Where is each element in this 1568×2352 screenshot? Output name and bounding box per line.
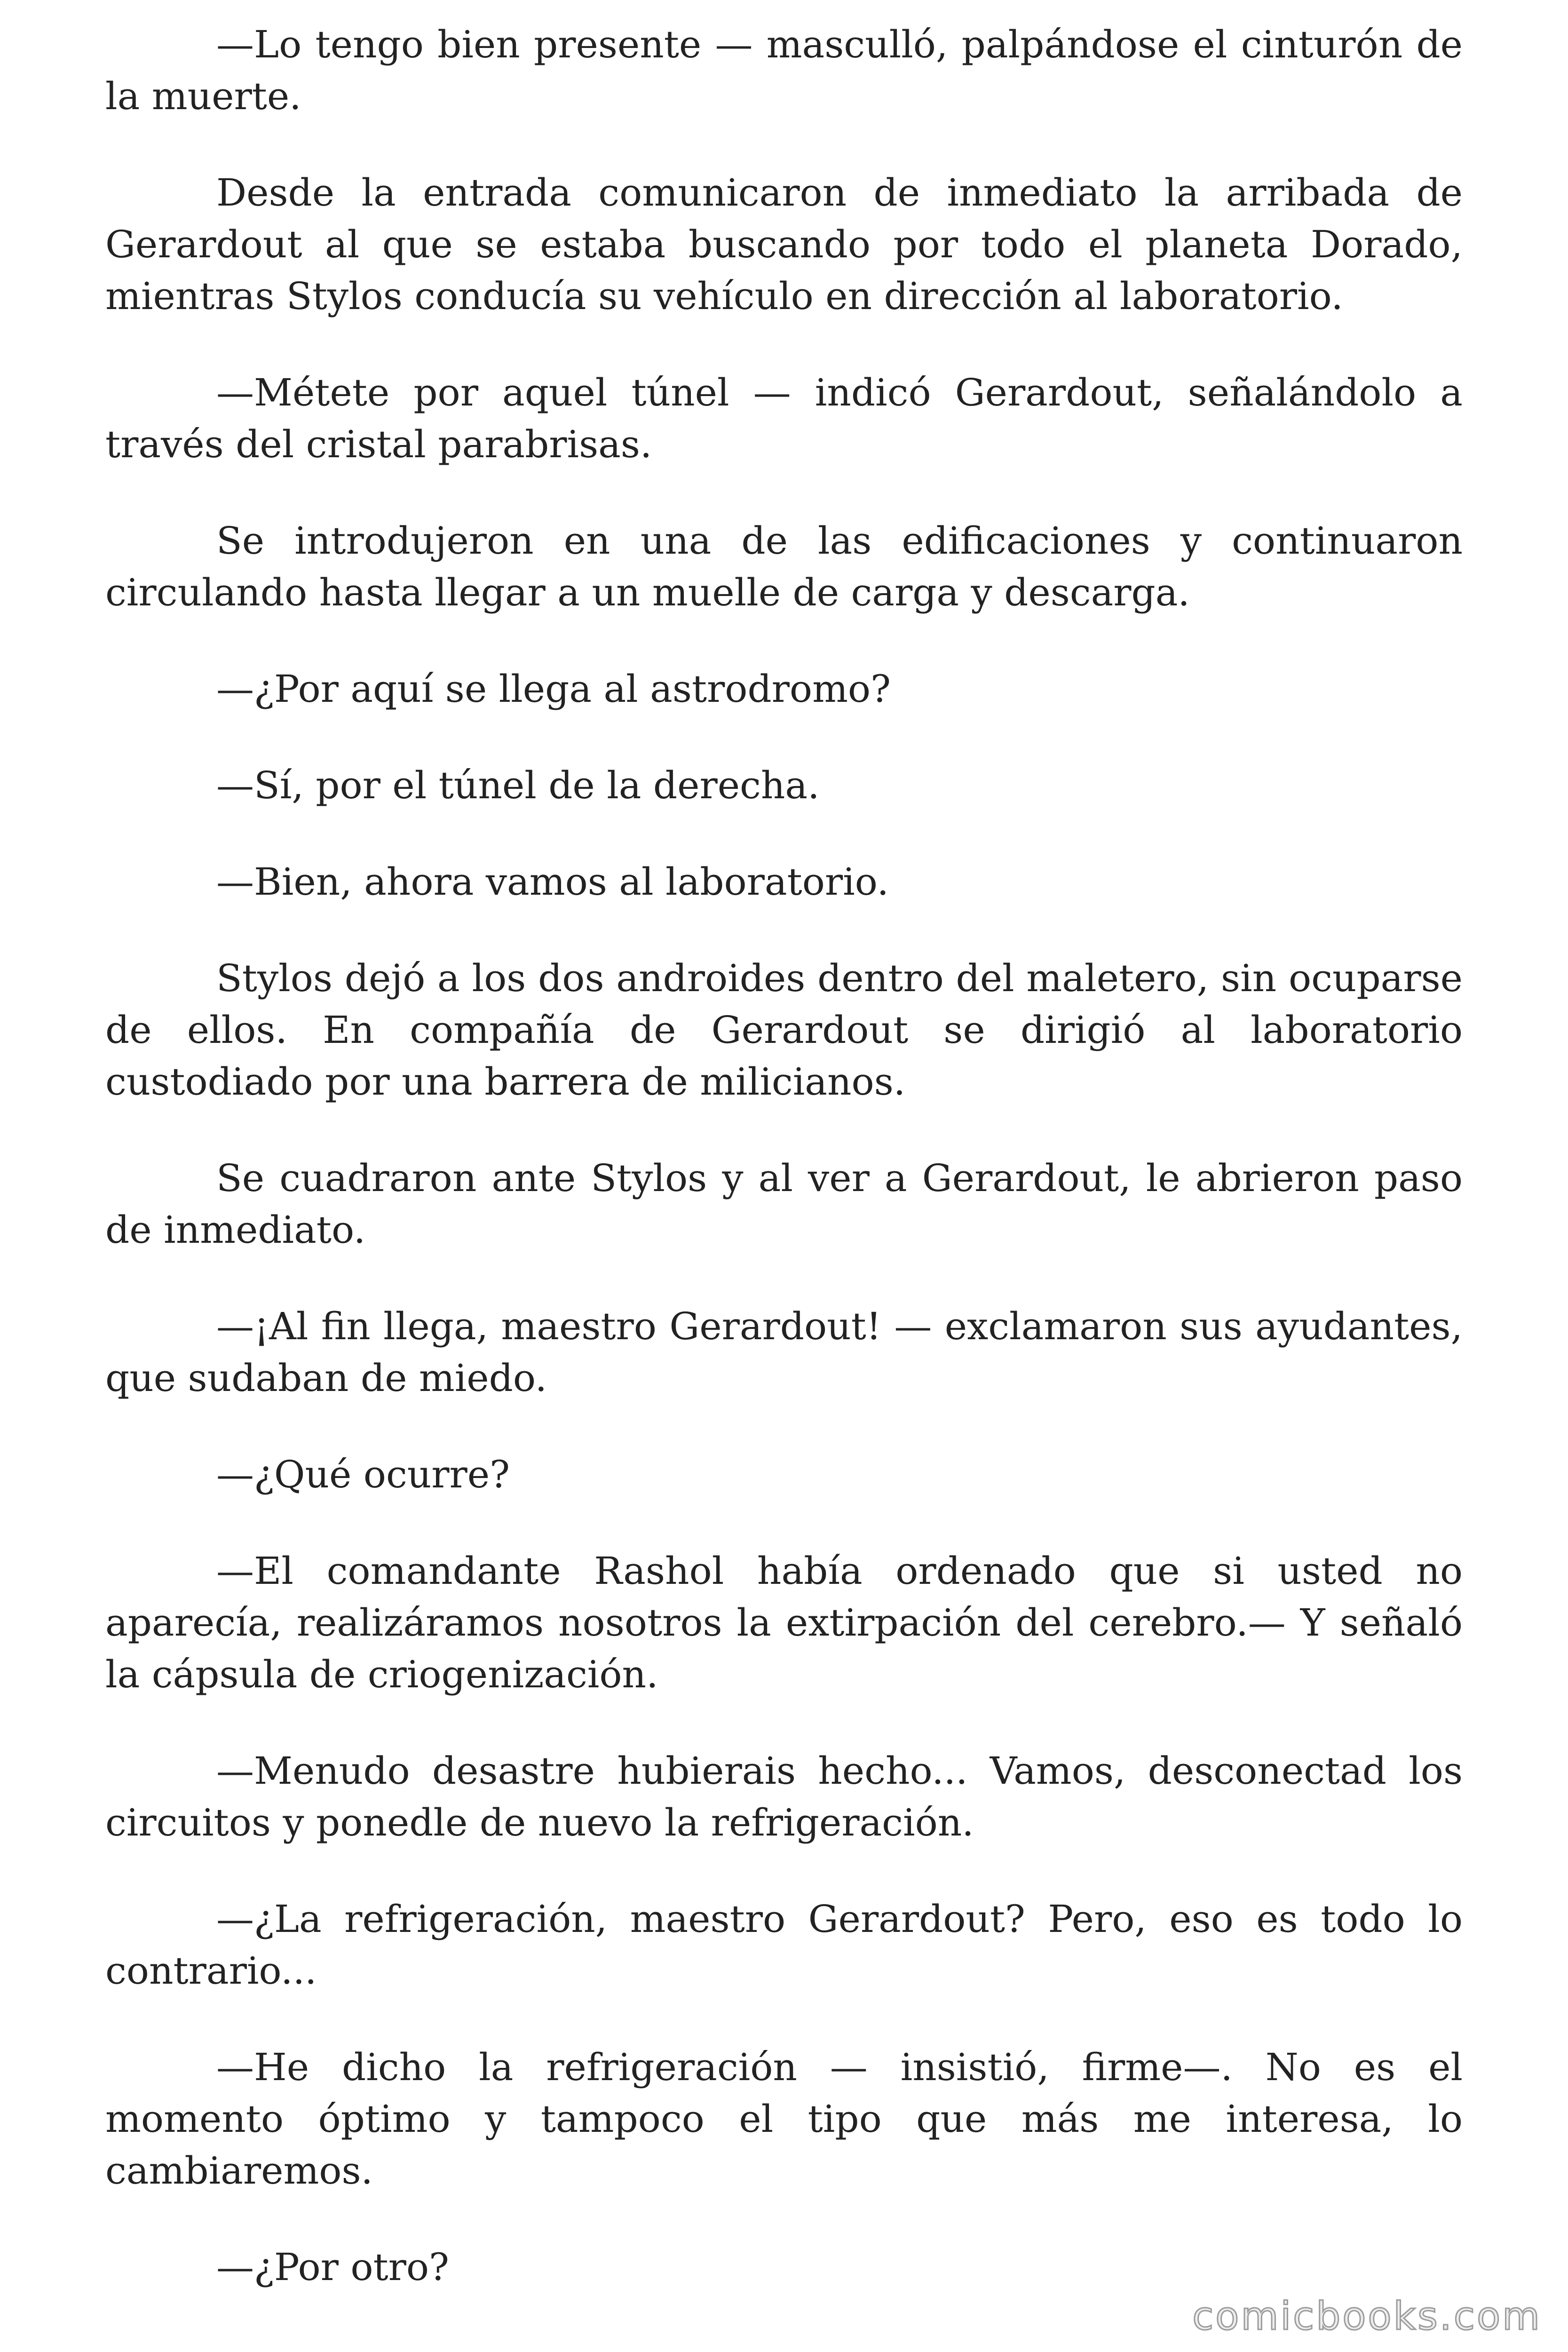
paragraph: —Menudo desastre hubierais hecho... Vamos, desconectad los circuitos y ponedle de nuevo la refrigeración. xyxy=(105,1749,1463,1844)
paragraph: —Bien, ahora vamos al laboratorio. xyxy=(216,860,889,904)
paragraph: —¿Por aquí se llega al astrodromo? xyxy=(216,667,891,711)
paragraph: Desde la entrada comunicaron de inmediato la arribada de Gerardout al que se estaba buscando por todo el planeta Dorado, mientras Stylos conducía su vehículo en dirección al laboratorio. xyxy=(105,171,1463,318)
paragraph: —Lo tengo bien presente — masculló, palpándose el cinturón de la muerte. xyxy=(105,23,1463,118)
paragraph: —Sí, por el túnel de la derecha. xyxy=(216,763,820,807)
paragraph: —¿La refrigeración, maestro Gerardout? Pero, eso es todo lo contrario... xyxy=(105,1897,1463,1993)
paragraph: Se cuadraron ante Stylos y al ver a Gerardout, le abrieron paso de inmediato. xyxy=(105,1156,1463,1252)
paragraph: —El comandante Rashol había ordenado que si usted no aparecía, realizáramos nosotros la extirpación del cerebro.— Y señaló la cápsula de criogenización. xyxy=(105,1549,1463,1696)
body-text xyxy=(105,19,1463,2293)
paragraph: —He dicho la refrigeración — insistió, firme—. No es el momento óptimo y tampoco el tipo que más me interesa, lo cambiaremos. xyxy=(105,2045,1463,2193)
paragraph: Se introdujeron en una de las edificaciones y continuaron circulando hasta llegar a un muelle de carga y descarga. xyxy=(105,519,1463,614)
paragraph: Stylos dejó a los dos androides dentro del maletero, sin ocuparse de ellos. En compañía de Gerardout se dirigió al laboratorio custodiado por una barrera de milicianos. xyxy=(105,956,1463,1104)
watermark: comicbooks.com xyxy=(1192,2294,1542,2339)
paragraph: —¿Qué ocurre? xyxy=(216,1453,510,1496)
paragraph: —Métete por aquel túnel — indicó Gerardout, señalándolo a través del cristal parabrisas. xyxy=(105,371,1463,466)
paragraph: —¿Por otro? xyxy=(216,2245,449,2289)
paragraph: —¡Al fin llega, maestro Gerardout! — exclamaron sus ayudantes, que sudaban de miedo. xyxy=(105,1304,1463,1400)
